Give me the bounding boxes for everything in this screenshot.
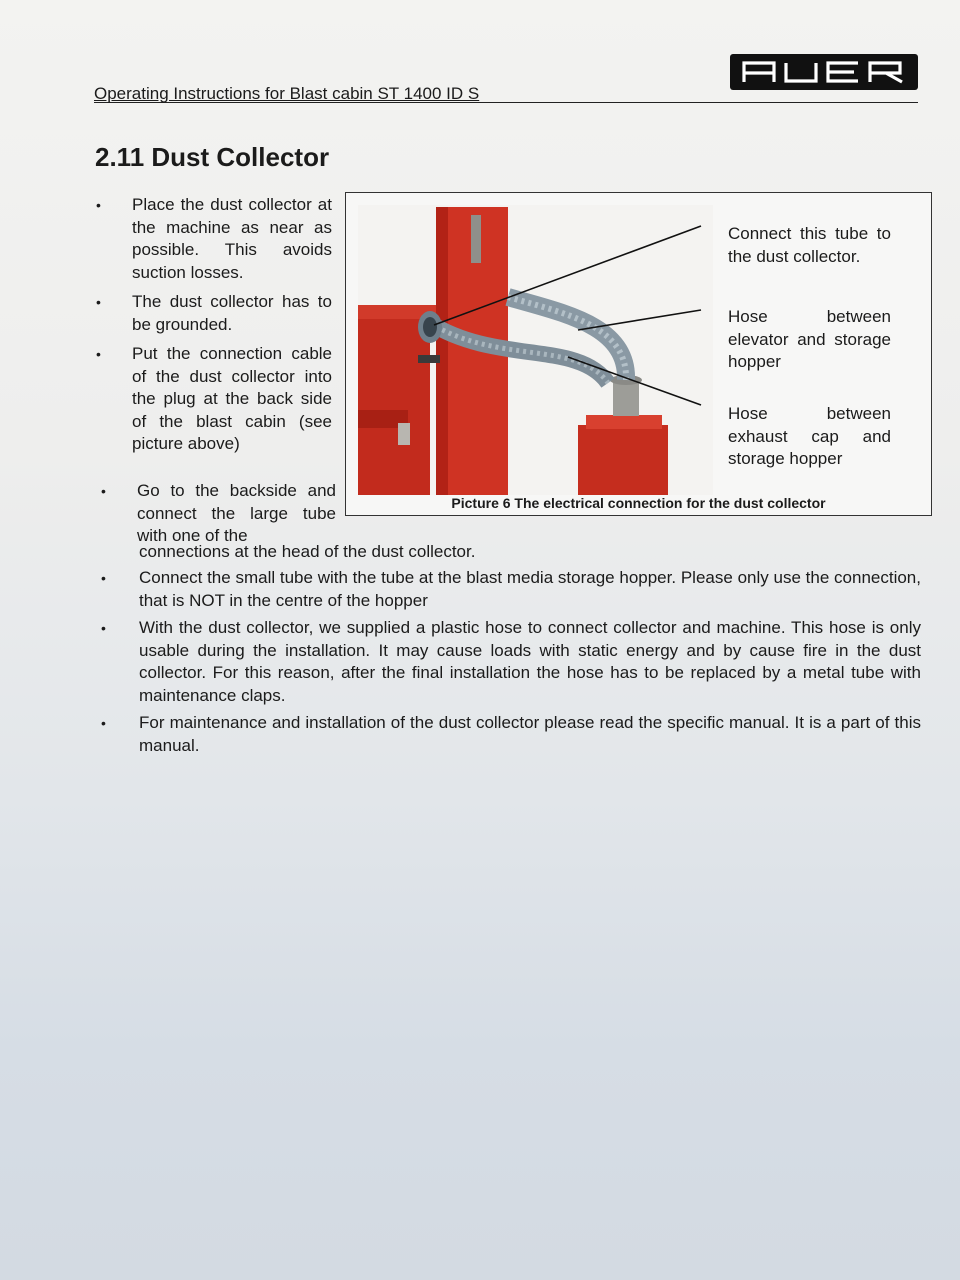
list-item: • For maintenance and installation of the dust collector please read the specific manual. It is a part of this manual. — [101, 712, 921, 757]
list-item-continuation: connections at the head of the dust collector. — [139, 542, 476, 561]
bottom-bullet-list — [101, 567, 921, 764]
auer-logo — [730, 54, 918, 90]
section-title: 2.11 Dust Collector — [95, 142, 330, 172]
page-header — [94, 82, 918, 103]
figure-picture-6 — [345, 192, 932, 516]
callout-elevator-hose: Hose between elevator and storage hopper — [728, 307, 891, 371]
callout-line-exhaust-hose — [568, 357, 701, 405]
header-title: Operating Instructions for Blast cabin ST 1400 ID S — [94, 84, 480, 103]
list-item: • Go to the backside and connect the large tube with one of the — [101, 480, 336, 548]
list-item: • Put the connection cable of the dust collector into the plug at the back side of the blast cabin (see picture above) — [96, 343, 332, 456]
list-item: • Place the dust collector at the machine as near as possible. This avoids suction losses. — [96, 194, 332, 284]
callout-line-elevator-hose — [578, 310, 701, 330]
figure-caption: Picture 6 The electrical connection for the dust collector — [451, 495, 826, 511]
list-item: • Connect the small tube with the tube at the blast media storage hopper. Please only use the connection, that is NOT in the centre of the hopper — [101, 567, 921, 612]
list-item: • The dust collector has to be grounded. — [96, 291, 332, 336]
left-bullet-list — [96, 194, 332, 463]
callout-connect-tube: Connect this tube to the dust collector. — [728, 224, 891, 266]
list-item: • With the dust collector, we supplied a plastic hose to connect collector and machine. This hose is only usable during the installation. It may cause loads with static energy and by cause fire in the dust collector. For this reason, after the final installation the hose has to be replaced by a metal tube with maintenance claps. — [101, 617, 921, 707]
callout-exhaust-hose: Hose between exhaust cap and storage hopper — [728, 404, 891, 468]
auer-logo-icon — [730, 54, 918, 90]
callout-line-tube — [434, 226, 701, 325]
